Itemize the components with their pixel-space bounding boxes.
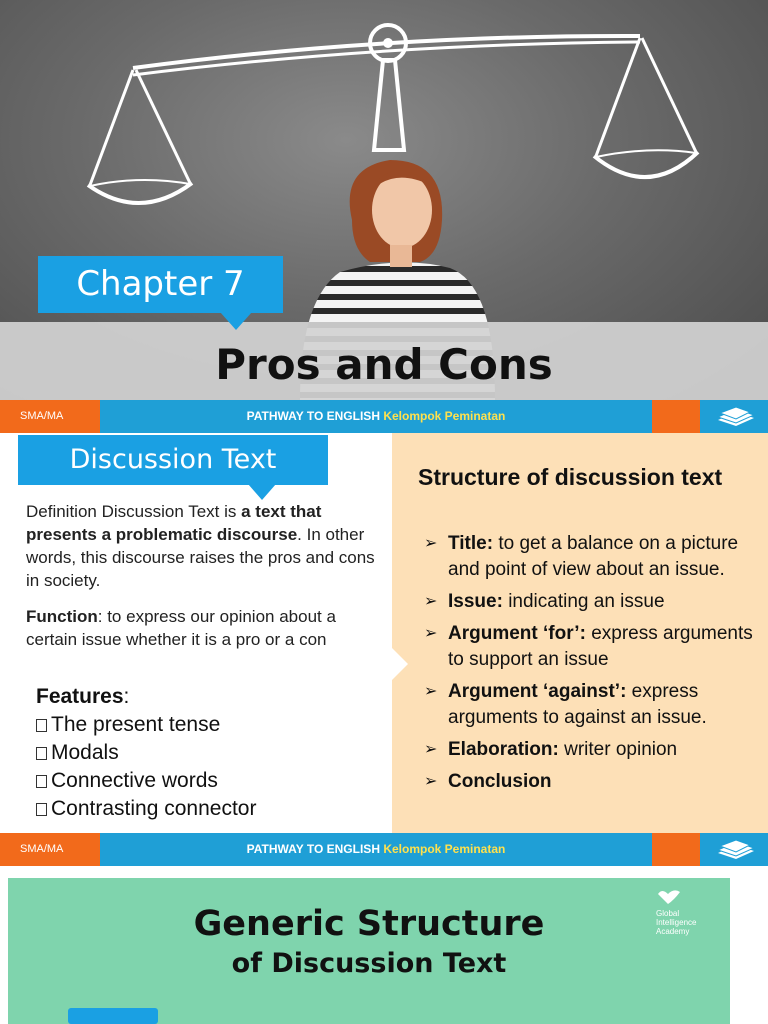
generic-structure-slide xyxy=(8,878,730,1024)
function-paragraph: Function: to express our opinion about a certain issue whether it is a pro or a con xyxy=(26,607,336,649)
book-stack-icon xyxy=(716,407,756,427)
slide-footer xyxy=(0,833,768,866)
section-tag xyxy=(68,1008,158,1024)
structure-item: ➢ Issue: indicating an issue xyxy=(424,589,754,615)
feature-item: Contrasting connector xyxy=(36,795,376,823)
structure-title: Structure of discussion text xyxy=(418,464,723,490)
footer-level-label: SMA/MA xyxy=(20,843,64,855)
structure-item: ➢ Argument ‘for’: express arguments to support an issue xyxy=(424,623,753,670)
generic-structure-title: Generic Structure xyxy=(193,904,545,944)
checkbox-glyph-icon xyxy=(36,719,47,732)
chapter-badge-pointer xyxy=(220,312,252,330)
book-stack-icon xyxy=(716,840,756,860)
features-list: Features: The present tense Modals Connective words Contrasting connector xyxy=(36,683,376,823)
chapter-label: Chapter 7 xyxy=(76,264,245,304)
features-label: Features xyxy=(36,685,124,708)
feature-item: The present tense xyxy=(36,711,376,739)
arrow-bullet-icon: ➢ xyxy=(424,741,438,758)
checkbox-glyph-icon xyxy=(36,747,47,760)
footer-series-title: PATHWAY TO ENGLISH Kelompok Peminatan xyxy=(246,842,506,856)
arrow-bullet-icon: ➢ xyxy=(424,683,438,700)
feature-item: Connective words xyxy=(36,767,376,795)
arrow-bullet-icon: ➢ xyxy=(424,625,438,642)
slide-footer xyxy=(0,400,768,433)
arrow-bullet-icon: ➢ xyxy=(424,593,438,610)
structure-item: ➢ Conclusion xyxy=(424,769,754,795)
footer-series-title: PATHWAY TO ENGLISH Kelompok Peminatan xyxy=(246,409,506,423)
structure-list xyxy=(424,531,754,801)
structure-item: ➢ Title: to get a balance on a picture and point of view about an issue. xyxy=(424,533,739,580)
checkbox-glyph-icon xyxy=(36,803,47,816)
definition-paragraph: Definition Discussion Text is a text that presents a problematic discourse. In other words, this discourse raises the pros and cons in society. xyxy=(26,502,375,590)
structure-item: ➢ Argument ‘against’: express arguments to against an issue. xyxy=(424,681,707,728)
arrow-bullet-icon: ➢ xyxy=(424,535,438,552)
generic-structure-subtitle: of Discussion Text xyxy=(231,948,507,979)
slide-title: Pros and Cons xyxy=(215,340,553,389)
heart-logo-icon xyxy=(656,888,682,904)
arrow-bullet-icon: ➢ xyxy=(424,773,438,790)
discussion-text-badge xyxy=(18,435,328,485)
footer-level-label: SMA/MA xyxy=(20,410,64,422)
feature-item: Modals xyxy=(36,739,376,767)
discussion-text-slide xyxy=(0,433,768,833)
discussion-text-heading: Discussion Text xyxy=(69,444,277,475)
chapter-badge xyxy=(38,256,283,313)
structure-item: ➢ Elaboration: writer opinion xyxy=(424,737,754,763)
chapter-title-slide xyxy=(0,0,768,400)
checkbox-glyph-icon xyxy=(36,775,47,788)
academy-logo: Global Intelligence Academy xyxy=(656,888,726,936)
